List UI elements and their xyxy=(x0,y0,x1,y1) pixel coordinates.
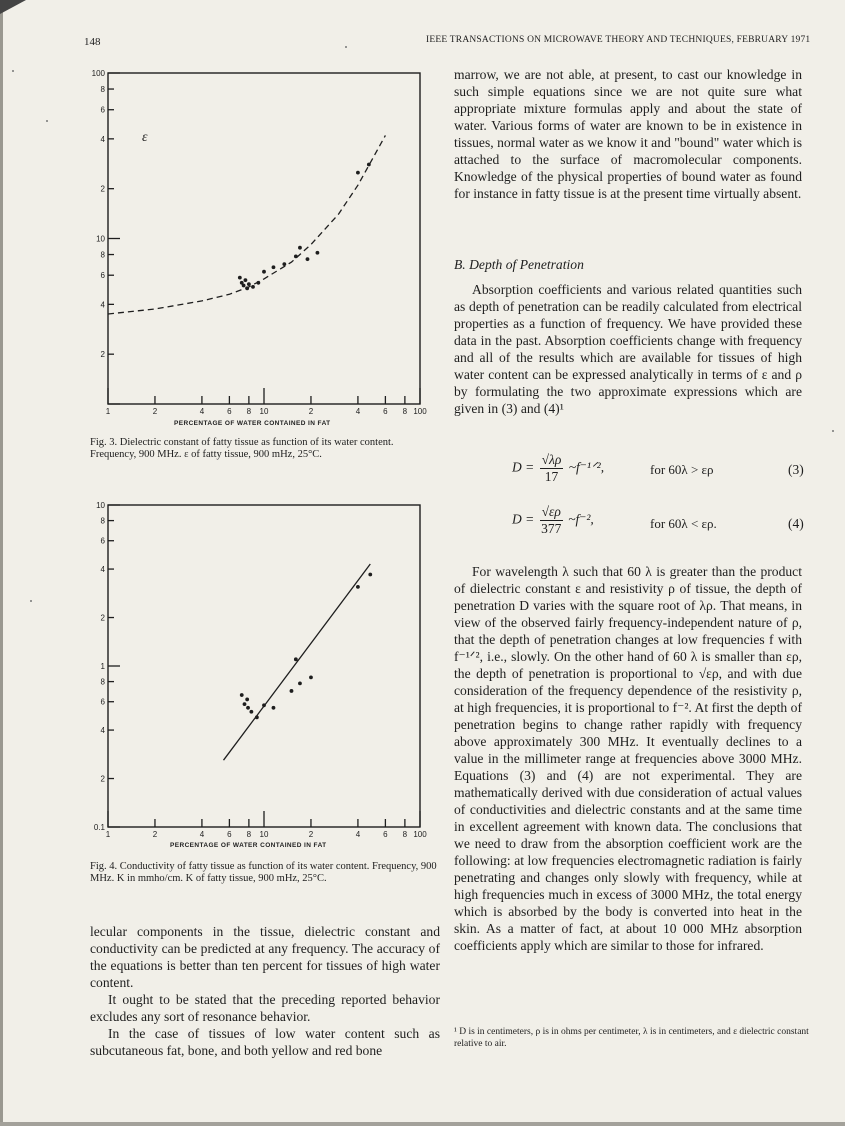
fig3-ytick-label: 8 xyxy=(100,250,105,260)
fig4-data-point xyxy=(356,585,360,589)
fig4-data-point xyxy=(272,706,276,710)
page-left-edge xyxy=(0,0,3,1126)
fig3-data-point xyxy=(316,251,320,255)
fig3-xtick-label: 4 xyxy=(199,407,205,416)
page-corner-mark xyxy=(0,0,26,14)
fig4-data-point xyxy=(245,698,249,702)
fig3-data-point xyxy=(247,282,251,286)
scan-speck xyxy=(12,70,14,72)
fig3-data-point xyxy=(262,270,266,274)
left-paragraph-2: It ought to be stated that the preceding reported behavior excludes any sort of resonance behavior. xyxy=(90,992,440,1024)
fig3-ytick-label: 6 xyxy=(100,105,105,115)
footnote: ¹ D is in centimeters, ρ is in ohms per centimeter, λ is in centimeters, and ε dielectric constant relative to air. xyxy=(454,1027,809,1049)
fig3-data-point xyxy=(238,276,242,280)
fig4-data-point xyxy=(368,573,372,577)
fig4-ytick-label: 6 xyxy=(100,536,105,546)
fig4-xtick-label: 2 xyxy=(308,830,314,839)
equation-4-fraction xyxy=(540,504,563,537)
fig4-xtick-label: 10 xyxy=(259,830,269,839)
page-number: 148 xyxy=(84,36,101,48)
fig4-xtick-label: 6 xyxy=(227,830,232,839)
equation-4-condition: for 60λ < ερ. xyxy=(650,516,717,531)
fig4-data-point xyxy=(249,710,253,714)
equation-3-numerator: √λρ xyxy=(541,452,562,467)
equation-3-condition: for 60λ > ερ xyxy=(650,462,714,477)
fig4-xtick-label: 2 xyxy=(152,830,158,839)
fig3-ytick-label: 4 xyxy=(100,300,105,310)
fig3-dashed-curve xyxy=(108,135,385,314)
figure-3-chart xyxy=(86,68,431,418)
fig3-xtick-label: 6 xyxy=(383,407,388,416)
fig4-frame xyxy=(108,505,420,827)
equation-3-lhs: D = xyxy=(512,459,535,475)
fig3-ytick-label: 4 xyxy=(100,134,105,144)
fig4-ytick-label: 4 xyxy=(100,726,105,736)
scan-speck xyxy=(30,600,32,602)
fig4-data-point xyxy=(290,689,294,693)
fig4-xtick-label: 8 xyxy=(402,830,408,839)
fig3-data-point xyxy=(356,171,360,175)
fig3-ytick-label: 8 xyxy=(100,85,105,95)
right-paragraph-1: marrow, we are not able, at present, to cast our knowledge in such simple equations since we are not quite sure what appropriate mixture formulas apply and about the state of water. Various forms of water are known to be in existence in tissues, normal water as we know it and "bound" water which is attached to the surface of macromolecular components. Knowledge of the physical properties of bound water as found for instance in fatty tissue is at the present time virtually absent. xyxy=(454,67,802,201)
section-heading: B. Depth of Penetration xyxy=(454,257,584,272)
fig4-ytick-label: 1 xyxy=(100,662,105,671)
right-paragraph-2: Absorption coefficients and various related quantities such as depth of penetration can be readily calculated from electrical properties as a function of frequency. We have provided these data in the past. Absorption coefficients change with frequency and all of the results which are available for tissues of high water content can be expressed analytically in terms of ε and ρ by formulating the two approximate expressions which are given in (3) and (4)¹ xyxy=(454,282,802,416)
fig3-xtick-label: 2 xyxy=(308,407,314,416)
fig4-fit-line xyxy=(224,564,371,760)
equation-3-fraction xyxy=(540,452,564,485)
equation-4-numerator: √ερ xyxy=(541,504,561,519)
fig3-data-point xyxy=(272,265,276,269)
fig4-xtick-label: 1 xyxy=(105,830,111,839)
equation-4-rhs: ~f⁻², xyxy=(568,511,594,527)
fig4-xtick-label: 100 xyxy=(413,830,427,839)
fig3-xtick-label: 8 xyxy=(402,407,408,416)
fig3-symbol: ε xyxy=(142,130,148,145)
right-paragraph-3: For wavelength λ such that 60 λ is greater than the product of dielectric constant ε and resistivity ρ of tissue, the depth of penetration D varies with the square root of λρ. That means, in view of the observed fairly frequency-independent nature of ρ, that the depth of penetration changes at low frequencies f with f⁻¹ᐟ², i.e., slowly. On the other hand of 60 λ is smaller than ερ, the depth of penetration is proportional to √ερ, and with due consideration of the frequency dependence of the resistivity ρ, at high frequencies, it is proportional to f⁻². At first the depth of penetration begins to change rather rapidly with frequency above approximately 300 MHz. It eventually declines to a value in the millimeter range at frequencies above 3000 MHz. Equations (3) and (4) are not experimental. They are mathematically derived with due consideration of actual values of conductivities and dielectric constants and at the same time in excellent agreement with known data. The conclusions that we need to draw from the absorption coefficient work are the following: at low frequencies electromagnetic radiation is fairly penetrating and changes only slowly with frequency, while at high frequencies much in excess of 3000 MHz, the total energy which is absorbed by the body is converted into heat in the skin. As a matter of fact, at about 10 000 MHz absorption coefficients apply which are similar to those for infrared. xyxy=(454,564,802,953)
equation-4 xyxy=(512,504,594,537)
figure-3-caption: Fig. 3. Dielectric constant of fatty tissue as function of its water content. Frequency, 900 MHz. ε of fatty tissue, 900 mHz, 25°C. xyxy=(90,437,394,460)
fig4-data-point xyxy=(243,702,247,706)
fig3-ytick-label: 10 xyxy=(96,234,105,244)
fig4-ytick-label: 6 xyxy=(100,697,105,707)
fig3-frame xyxy=(108,73,420,404)
left-column-text xyxy=(90,923,440,1059)
fig4-xtick-label: 4 xyxy=(355,830,361,839)
fig3-xtick-label: 10 xyxy=(259,407,269,416)
figure-4-chart xyxy=(86,500,431,845)
fig3-data-point xyxy=(251,285,255,289)
fig3-xtick-label: 1 xyxy=(105,407,111,416)
equation-3-denominator: 17 xyxy=(544,469,559,484)
fig3-data-point xyxy=(244,278,248,282)
fig4-ytick-label: 2 xyxy=(100,613,105,623)
figure-3-plot xyxy=(86,68,431,418)
page-bottom-edge xyxy=(0,1122,845,1126)
figure-4-xlabel: PERCENTAGE OF WATER CONTAINED IN FAT xyxy=(170,842,327,849)
fig3-xtick-label: 8 xyxy=(246,407,252,416)
fig4-xtick-label: 4 xyxy=(199,830,205,839)
equation-3-rhs: ~f⁻¹ᐟ², xyxy=(568,459,605,475)
fig4-ytick-label: 0.1 xyxy=(93,823,105,832)
scan-speck xyxy=(345,46,347,48)
fig3-ytick-label: 6 xyxy=(100,271,105,281)
equation-4-lhs: D = xyxy=(512,511,535,527)
fig3-xtick-label: 100 xyxy=(413,407,427,416)
fig3-data-point xyxy=(282,262,286,266)
left-paragraph-3: In the case of tissues of low water content such as subcutaneous fat, bone, and both yellow and red bone xyxy=(90,1026,440,1058)
equation-4-number: (4) xyxy=(788,516,804,531)
left-paragraph-1: lecular components in the tissue, dielectric constant and conductivity can be predicted at any frequency. The accuracy of the equations is better than ten percent for tissues of high water content. xyxy=(90,924,440,990)
fig3-data-point xyxy=(306,257,310,261)
fig3-ytick-label: 2 xyxy=(100,184,105,194)
fig4-ytick-label: 10 xyxy=(96,501,105,510)
figure-4-caption: Fig. 4. Conductivity of fatty tissue as function of its water content. Frequency, 900 MHz. K in mmho/cm. K of fatty tissue, 900 mHz, 25°C. xyxy=(90,861,437,884)
fig3-data-point xyxy=(298,246,302,250)
fig3-xtick-label: 6 xyxy=(227,407,232,416)
equation-4-denominator: 377 xyxy=(541,521,562,536)
fig3-data-point xyxy=(242,284,246,288)
fig4-ytick-label: 4 xyxy=(100,565,105,575)
running-header: IEEE TRANSACTIONS ON MICROWAVE THEORY AND TECHNIQUES, FEBRUARY 1971 xyxy=(426,35,811,45)
fig4-ytick-label: 8 xyxy=(100,677,105,687)
figure-3-xlabel: PERCENTAGE OF WATER CONTAINED IN FAT xyxy=(174,420,331,427)
scan-speck xyxy=(46,120,48,122)
equation-3-number: (3) xyxy=(788,462,804,477)
fig4-data-point xyxy=(246,706,250,710)
fig4-xtick-label: 6 xyxy=(383,830,388,839)
equation-3 xyxy=(512,452,604,485)
fig3-ytick-label: 2 xyxy=(100,350,105,360)
scan-speck xyxy=(832,430,834,432)
fig3-xtick-label: 2 xyxy=(152,407,158,416)
fig4-data-point xyxy=(240,693,244,697)
figure-4-plot xyxy=(86,500,431,845)
fig4-data-point xyxy=(298,681,302,685)
fig4-xtick-label: 8 xyxy=(246,830,252,839)
fig3-xtick-label: 4 xyxy=(355,407,361,416)
fig4-ytick-label: 8 xyxy=(100,516,105,526)
fig4-data-point xyxy=(309,675,313,679)
fig3-ytick-label: 100 xyxy=(91,69,105,78)
fig4-ytick-label: 2 xyxy=(100,774,105,784)
